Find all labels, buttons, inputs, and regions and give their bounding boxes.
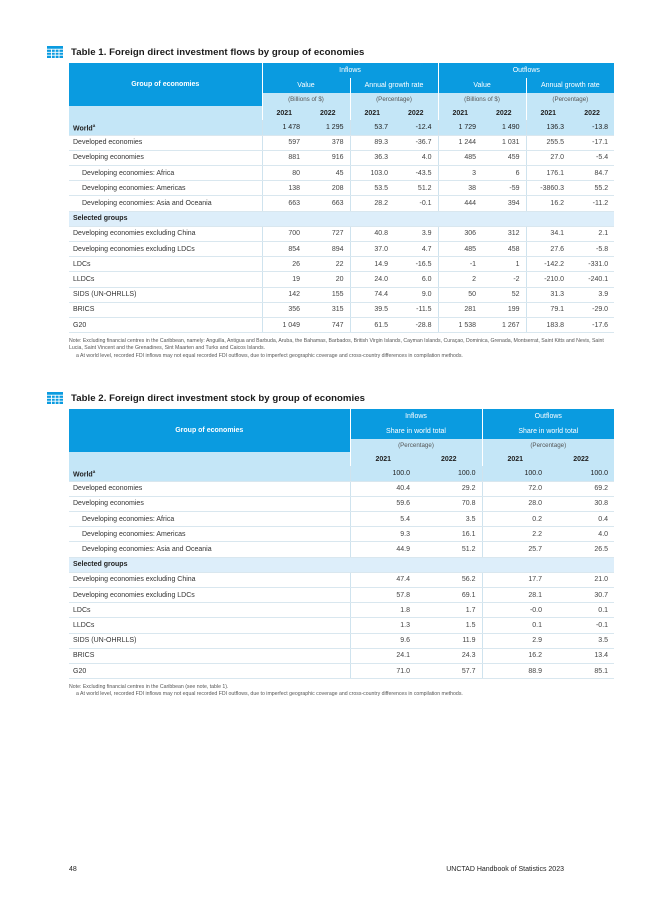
table-cell: 53.5 xyxy=(350,181,394,196)
table-cell: 55.2 xyxy=(570,181,614,196)
row-label: Developed economies xyxy=(69,481,350,496)
table2-inflows-header: Inflows xyxy=(350,409,482,424)
table-cell: 0.1 xyxy=(482,618,548,633)
table-row xyxy=(69,211,614,226)
table-cell: -16.5 xyxy=(394,257,438,272)
table2-year-header: 2021 xyxy=(482,452,548,466)
table-cell: 183.8 xyxy=(526,317,570,332)
table-cell: 199 xyxy=(482,302,526,317)
table-row xyxy=(69,181,614,196)
table-cell: 9.6 xyxy=(350,633,416,648)
table-row xyxy=(69,527,614,542)
table-cell: 100.0 xyxy=(416,466,482,481)
row-label: Developed economies xyxy=(69,135,262,150)
row-label: BRICS xyxy=(69,302,262,317)
row-label: Developing economies: Asia and Oceania xyxy=(69,196,262,211)
row-label: Developing economies: Americas xyxy=(69,181,262,196)
row-label: Developing economies excluding China xyxy=(69,226,262,241)
table1-heading xyxy=(47,45,607,59)
row-label: Developing economies excluding LDCs xyxy=(69,242,262,257)
table2-unit-label: (Percentage) xyxy=(350,439,482,452)
table-cell: -28.8 xyxy=(394,317,438,332)
table-cell: -331.0 xyxy=(570,257,614,272)
table2-body xyxy=(69,466,614,679)
table-cell: 79.1 xyxy=(526,302,570,317)
table-cell: 1 031 xyxy=(482,135,526,150)
table-cell: 85.1 xyxy=(548,663,614,678)
table-cell: 34.1 xyxy=(526,226,570,241)
table-cell: 14.9 xyxy=(350,257,394,272)
table2-outflows-header: Outflows xyxy=(482,409,614,424)
table-row xyxy=(69,226,614,241)
table1-inflows-header: Inflows xyxy=(262,63,438,78)
table-cell: -240.1 xyxy=(570,272,614,287)
table-cell: 37.0 xyxy=(350,242,394,257)
publication-title: UNCTAD Handbook of Statistics 2023 xyxy=(446,866,564,873)
table-cell: 894 xyxy=(306,242,350,257)
table-cell: -2 xyxy=(482,272,526,287)
table1-year-header: 2022 xyxy=(570,106,614,120)
table-cell: 16.2 xyxy=(482,648,548,663)
table-cell: 16.2 xyxy=(526,196,570,211)
table-cell: 84.7 xyxy=(570,166,614,181)
row-label: LDCs xyxy=(69,603,350,618)
table-cell: 854 xyxy=(262,242,306,257)
table2-title: Table 2. Foreign direct investment stock by group of economies xyxy=(71,392,365,404)
table-cell: 21.0 xyxy=(548,572,614,587)
table-cell: -17.6 xyxy=(570,317,614,332)
table-cell: 69.2 xyxy=(548,481,614,496)
table2-note: Note: Excluding financial centres in the Caribbean (see note, table 1). xyxy=(69,684,229,691)
table-cell: 20 xyxy=(306,272,350,287)
table-cell: 28.2 xyxy=(350,196,394,211)
table1-year-header: 2021 xyxy=(438,106,482,120)
table-cell: 3.9 xyxy=(394,226,438,241)
table2-inflows-share-header: Share in world total xyxy=(350,424,482,439)
row-label: Developing economies excluding China xyxy=(69,572,350,587)
table-cell: 100.0 xyxy=(350,466,416,481)
table-cell: 59.6 xyxy=(350,496,416,511)
table-cell: 356 xyxy=(262,302,306,317)
table1-year-header: 2022 xyxy=(394,106,438,120)
table-cell: -0.0 xyxy=(482,603,548,618)
table-row xyxy=(69,317,614,332)
table-cell: 1 295 xyxy=(306,120,350,135)
table1-unit-label: (Percentage) xyxy=(526,93,614,106)
table1-footnote: a At world level, recorded FDI inflows may not equal recorded FDI outflows, due to imperfect geographic coverage and cross-country differences in compilation methods. xyxy=(76,352,463,359)
table-cell: -0.1 xyxy=(394,196,438,211)
table-cell: 31.3 xyxy=(526,287,570,302)
table-cell: 40.4 xyxy=(350,481,416,496)
table-cell: 138 xyxy=(262,181,306,196)
row-label: LDCs xyxy=(69,257,262,272)
table-cell: 74.4 xyxy=(350,287,394,302)
table2-block xyxy=(47,391,607,699)
table-row xyxy=(69,588,614,603)
table-cell: 28.0 xyxy=(482,496,548,511)
row-label: Developing economies: Americas xyxy=(69,527,350,542)
table1-body xyxy=(69,120,614,333)
table-cell: 11.9 xyxy=(416,633,482,648)
table2-notes xyxy=(69,684,614,698)
table-cell: 3 xyxy=(438,166,482,181)
table-cell: -12.4 xyxy=(394,120,438,135)
table1-note: Note: Excluding financial centres in the Caribbean, namely: Anguilla, Antigua and Barbuda, Aruba, the Bahamas, Barbados, British Virgin Islands, Cayman Islands, Curaçao, Dominica, Grenada, Montserrat, Saint Kitts and Nevis, Saint Lucia, Saint Vincent and the Grenadines, Sint Maarten and Turks and Caicos Islands. xyxy=(69,338,604,352)
table-cell: 70.8 xyxy=(416,496,482,511)
table-cell: 45 xyxy=(306,166,350,181)
table-cell: 100.0 xyxy=(548,466,614,481)
table-cell: 51.2 xyxy=(416,542,482,557)
table1-group-header: Group of economies xyxy=(69,63,262,106)
table-cell: -142.2 xyxy=(526,257,570,272)
table-cell: 155 xyxy=(306,287,350,302)
table1-year-header: 2021 xyxy=(350,106,394,120)
table-cell: 26.5 xyxy=(548,542,614,557)
table-cell: -59 xyxy=(482,181,526,196)
table-cell: 72.0 xyxy=(482,481,548,496)
table-cell: 71.0 xyxy=(350,663,416,678)
table-row xyxy=(69,618,614,633)
table-cell: 61.5 xyxy=(350,317,394,332)
table-cell: 36.3 xyxy=(350,150,394,165)
table-cell: 663 xyxy=(262,196,306,211)
table-row xyxy=(69,120,614,135)
table-cell: 27.0 xyxy=(526,150,570,165)
row-label: World$^a$ xyxy=(69,466,350,481)
table-cell: -11.2 xyxy=(570,196,614,211)
row-label: Developing economies: Africa xyxy=(69,512,350,527)
table-cell: 281 xyxy=(438,302,482,317)
table-cell: 136.3 xyxy=(526,120,570,135)
table-cell: 100.0 xyxy=(482,466,548,481)
table-cell: 2 xyxy=(438,272,482,287)
table-cell: 3.5 xyxy=(548,633,614,648)
table-cell: 700 xyxy=(262,226,306,241)
row-label: SIDS (UN-OHRLLS) xyxy=(69,633,350,648)
table-cell: 0.4 xyxy=(548,512,614,527)
table-icon xyxy=(47,46,63,58)
table-row xyxy=(69,150,614,165)
table2-heading xyxy=(47,391,607,405)
table-row xyxy=(69,572,614,587)
table-cell: 3.5 xyxy=(416,512,482,527)
table-row xyxy=(69,135,614,150)
table1-unit-label: (Percentage) xyxy=(350,93,438,106)
table1-outflows-value-header: Value xyxy=(438,78,526,93)
table-cell: -210.0 xyxy=(526,272,570,287)
table-cell: 9.3 xyxy=(350,527,416,542)
table-cell: 2.1 xyxy=(570,226,614,241)
table-cell: 663 xyxy=(306,196,350,211)
table-cell: 255.5 xyxy=(526,135,570,150)
table-cell: 29.2 xyxy=(416,481,482,496)
table-cell: 1 490 xyxy=(482,120,526,135)
table-row xyxy=(69,648,614,663)
table-row xyxy=(69,196,614,211)
table-cell: 53.7 xyxy=(350,120,394,135)
row-label: LLDCs xyxy=(69,618,350,633)
table-row xyxy=(69,257,614,272)
table-cell: 1 049 xyxy=(262,317,306,332)
table-cell: 13.4 xyxy=(548,648,614,663)
table-cell: 881 xyxy=(262,150,306,165)
table-cell: 597 xyxy=(262,135,306,150)
table-cell: 88.9 xyxy=(482,663,548,678)
table1-unit-label: (Billions of $) xyxy=(438,93,526,106)
table-cell: 27.6 xyxy=(526,242,570,257)
table-cell: 69.1 xyxy=(416,588,482,603)
row-label: Selected groups xyxy=(69,211,614,226)
footnote-marker: a xyxy=(92,468,96,474)
table1 xyxy=(69,63,614,333)
table-cell: 6.0 xyxy=(394,272,438,287)
table-row xyxy=(69,466,614,481)
table-cell: 459 xyxy=(482,150,526,165)
table-cell: 485 xyxy=(438,150,482,165)
table-cell: 89.3 xyxy=(350,135,394,150)
row-label: Developing economies xyxy=(69,496,350,511)
table-cell: 3.9 xyxy=(570,287,614,302)
table-cell: 24.3 xyxy=(416,648,482,663)
table2-year-header: 2022 xyxy=(548,452,614,466)
table-cell: 306 xyxy=(438,226,482,241)
row-label: G20 xyxy=(69,317,262,332)
row-label: Developing economies: Africa xyxy=(69,166,262,181)
table-cell: 727 xyxy=(306,226,350,241)
table-cell: 16.1 xyxy=(416,527,482,542)
table2-outflows-share-header: Share in world total xyxy=(482,424,614,439)
table-cell: 4.0 xyxy=(548,527,614,542)
table-cell: 30.8 xyxy=(548,496,614,511)
table-cell: 2.2 xyxy=(482,527,548,542)
table-cell: -17.1 xyxy=(570,135,614,150)
table-cell: 57.8 xyxy=(350,588,416,603)
table-cell: -0.1 xyxy=(548,618,614,633)
table-row xyxy=(69,287,614,302)
table-cell: 80 xyxy=(262,166,306,181)
table-cell: 1.5 xyxy=(416,618,482,633)
table-cell: 38 xyxy=(438,181,482,196)
table-cell: 312 xyxy=(482,226,526,241)
table2-unit-label: (Percentage) xyxy=(482,439,614,452)
table-cell: 1 xyxy=(482,257,526,272)
table2 xyxy=(69,409,614,679)
table-cell: 44.9 xyxy=(350,542,416,557)
table-cell: 176.1 xyxy=(526,166,570,181)
table-cell: -36.7 xyxy=(394,135,438,150)
table-cell: 40.8 xyxy=(350,226,394,241)
table2-group-header: Group of economies xyxy=(69,409,350,452)
table-cell: 30.7 xyxy=(548,588,614,603)
table-cell: 1.3 xyxy=(350,618,416,633)
table-cell: 28.1 xyxy=(482,588,548,603)
row-label: SIDS (UN-OHRLLS) xyxy=(69,287,262,302)
table-cell: 51.2 xyxy=(394,181,438,196)
table-cell: -3860.3 xyxy=(526,181,570,196)
table-cell: 4.0 xyxy=(394,150,438,165)
table-cell: 315 xyxy=(306,302,350,317)
table1-inflows-growth-header: Annual growth rate xyxy=(350,78,438,93)
table-cell: 1.8 xyxy=(350,603,416,618)
table-cell: 52 xyxy=(482,287,526,302)
table-cell: 378 xyxy=(306,135,350,150)
table-row xyxy=(69,557,614,572)
table-cell: 2.9 xyxy=(482,633,548,648)
table-cell: -11.5 xyxy=(394,302,438,317)
table-cell: 17.7 xyxy=(482,572,548,587)
table-cell: 444 xyxy=(438,196,482,211)
table-cell: 25.7 xyxy=(482,542,548,557)
table2-year-header: 2022 xyxy=(416,452,482,466)
table-cell: 39.5 xyxy=(350,302,394,317)
table-cell: 50 xyxy=(438,287,482,302)
table-cell: 24.1 xyxy=(350,648,416,663)
row-label: Developing economies xyxy=(69,150,262,165)
table-row xyxy=(69,242,614,257)
table-cell: -5.4 xyxy=(570,150,614,165)
row-label: World$^a$ xyxy=(69,120,262,135)
table-row xyxy=(69,302,614,317)
table-cell: 1.7 xyxy=(416,603,482,618)
table-cell: -1 xyxy=(438,257,482,272)
page-number: 48 xyxy=(69,866,77,873)
row-label: BRICS xyxy=(69,648,350,663)
table-cell: 6 xyxy=(482,166,526,181)
table-cell: -13.8 xyxy=(570,120,614,135)
table-cell: 103.0 xyxy=(350,166,394,181)
table1-outflows-growth-header: Annual growth rate xyxy=(526,78,614,93)
table-cell: 142 xyxy=(262,287,306,302)
table-cell: 19 xyxy=(262,272,306,287)
table-row xyxy=(69,512,614,527)
table-cell: 56.2 xyxy=(416,572,482,587)
table1-block xyxy=(47,45,607,360)
table-cell: 9.0 xyxy=(394,287,438,302)
table1-unit-label: (Billions of $) xyxy=(262,93,350,106)
table-cell: 26 xyxy=(262,257,306,272)
table-row xyxy=(69,663,614,678)
table-row xyxy=(69,633,614,648)
table-cell: 1 538 xyxy=(438,317,482,332)
table2-year-header: 2021 xyxy=(350,452,416,466)
row-label: G20 xyxy=(69,663,350,678)
table-cell: 916 xyxy=(306,150,350,165)
table1-year-header: 2022 xyxy=(306,106,350,120)
table-cell: 747 xyxy=(306,317,350,332)
table1-inflows-value-header: Value xyxy=(262,78,350,93)
row-label: Selected groups xyxy=(69,557,614,572)
table-row xyxy=(69,603,614,618)
table-cell: 1 267 xyxy=(482,317,526,332)
table-cell: 47.4 xyxy=(350,572,416,587)
table-cell: 22 xyxy=(306,257,350,272)
footnote-marker: a xyxy=(92,122,96,128)
table-cell: -43.5 xyxy=(394,166,438,181)
table-cell: 0.1 xyxy=(548,603,614,618)
table-cell: 485 xyxy=(438,242,482,257)
table-cell: 5.4 xyxy=(350,512,416,527)
table1-year-header: 2021 xyxy=(262,106,306,120)
row-label: Developing economies: Asia and Oceania xyxy=(69,542,350,557)
table-cell: 1 729 xyxy=(438,120,482,135)
table2-footnote: a At world level, recorded FDI inflows may not equal recorded FDI outflows, due to imperfect geographic coverage and cross-country differences in compilation methods. xyxy=(76,691,463,698)
table-cell: -29.0 xyxy=(570,302,614,317)
table-cell: 24.0 xyxy=(350,272,394,287)
row-label: Developing economies excluding LDCs xyxy=(69,588,350,603)
table-cell: 1 478 xyxy=(262,120,306,135)
table-cell: 1 244 xyxy=(438,135,482,150)
table1-year-header: 2021 xyxy=(526,106,570,120)
table-cell: 394 xyxy=(482,196,526,211)
table-row xyxy=(69,481,614,496)
table-row xyxy=(69,272,614,287)
table-icon xyxy=(47,392,63,404)
table-cell: 57.7 xyxy=(416,663,482,678)
row-label: LLDCs xyxy=(69,272,262,287)
table-cell: -5.8 xyxy=(570,242,614,257)
table1-notes xyxy=(69,338,614,360)
table-row xyxy=(69,496,614,511)
table-row xyxy=(69,542,614,557)
table-cell: 4.7 xyxy=(394,242,438,257)
table-row xyxy=(69,166,614,181)
table1-title: Table 1. Foreign direct investment flows by group of economies xyxy=(71,46,365,58)
table-cell: 208 xyxy=(306,181,350,196)
table1-year-header: 2022 xyxy=(482,106,526,120)
table-cell: 458 xyxy=(482,242,526,257)
table1-outflows-header: Outflows xyxy=(438,63,614,78)
table-cell: 0.2 xyxy=(482,512,548,527)
